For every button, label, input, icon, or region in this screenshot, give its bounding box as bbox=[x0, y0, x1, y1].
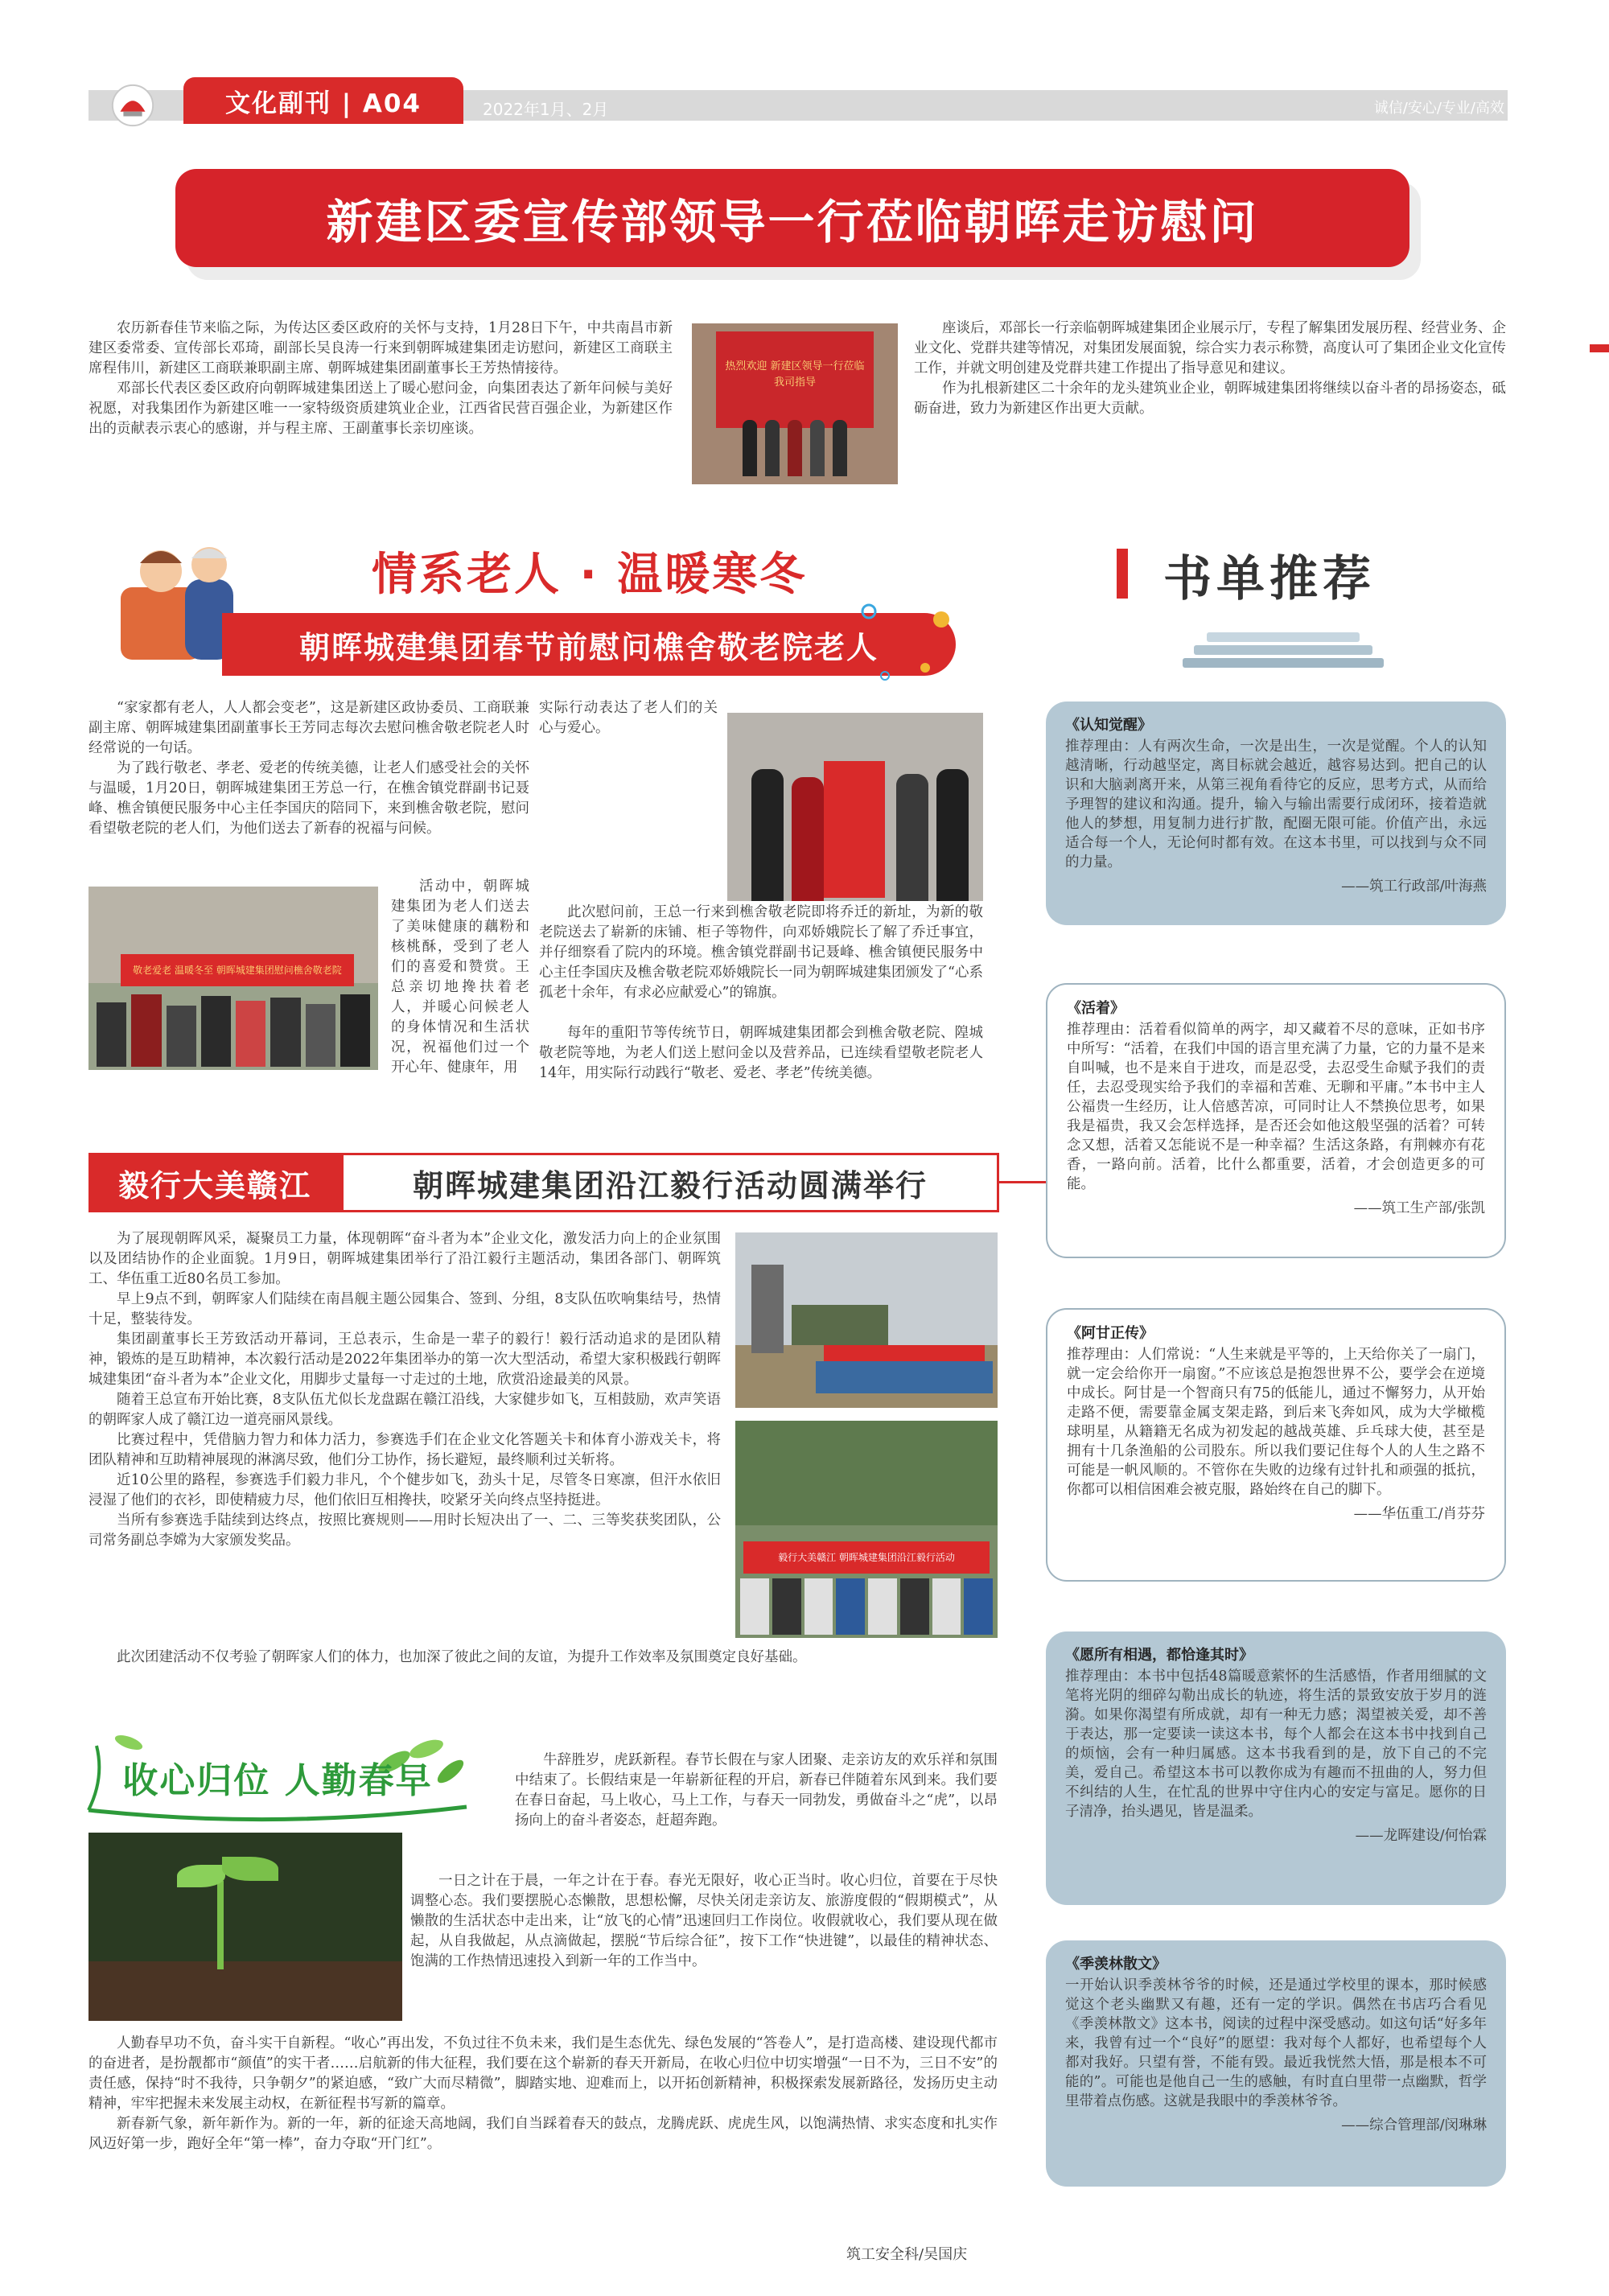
article3-tag: 毅行大美赣江 bbox=[88, 1153, 341, 1212]
article2-pennant-photo bbox=[727, 713, 983, 901]
photo-people bbox=[724, 420, 866, 476]
photo-people bbox=[97, 986, 370, 1067]
paragraph: 新春新气象，新年新作为。新的一年，新的征途天高地阔，我们自当踩着春天的鼓点，龙腾虎跃、虎虎生风，以饱满热情、求实态度和扎实作风迈好第一步，跑好全年“第一棒”，奋力夺取“开门红”。 bbox=[88, 2116, 998, 2152]
article2-col1-top bbox=[88, 698, 529, 839]
article2-col1-bottom: 活动中，朝晖城建集团为老人们送去了美味健康的藕粉和核桃酥，受到了老人们的喜爱和赞赏。王总亲切地搀扶着老人，并暖心问候老人的身体情况和生活状况，祝福他们过一个开心年、健康年，用 bbox=[391, 878, 529, 1076]
article4-title: 收心归位 人勤春早 bbox=[122, 1760, 433, 1801]
issue-date: 2022年1月、2月 bbox=[483, 100, 609, 119]
book-signature: ——筑工生产部/张凯 bbox=[1353, 1200, 1485, 1216]
header-slogan: 诚信/安心/专业/高效 bbox=[1373, 100, 1504, 117]
paragraph: 农历新春佳节来临之际，为传达区委区政府的关怀与支持，1月28日下午，中共南昌市新建区委常委、宣传部长邓琦，副部长吴良涛一行来到朝晖城建集团走访慰问，新建区工商联主席程伟川，新建区工商联兼职副主席、朝晖城建集团副董事长王芳热情接待。 bbox=[88, 320, 673, 376]
article2-subtitle: 朝晖城建集团春节前慰问樵舍敬老院老人 bbox=[222, 613, 956, 676]
article4-mid-text: 一日之计在于晨，一年之计在于春。春光无限好，收心正当时。收心归位，首要在于尽快调整心态。我们要摆脱心态懒散，思想松懈，尽快关闭走亲访友、旅游度假的“假期模式”，从懒散的生活状态中走出来，让“放飞的心情”迅速回归工作岗位。收假就收心，我们要从现在做起，从自我做起，从点滴做起，摆脱“节后综合征”，按下工作“快进键”，以最佳的精神状态、饱满的工作热情迅速投入到新一年的工作当中。 bbox=[410, 1873, 998, 1969]
article3-text bbox=[88, 1229, 721, 1551]
book-signature: ——龙晖建设/何怡霖 bbox=[1355, 1828, 1487, 1844]
section-tab: 文化副刊 | A04 bbox=[183, 77, 463, 124]
book-title: 《认知觉醒》 bbox=[1065, 717, 1152, 734]
article1-title: 新建区委宣传部领导一行莅临朝晖走访慰问 bbox=[175, 169, 1409, 267]
book-signature: ——筑工行政部/叶海燕 bbox=[1341, 878, 1487, 895]
article4-sprout-photo bbox=[88, 1833, 402, 2021]
book-card-2 bbox=[1046, 983, 1506, 1258]
article3-group-photo bbox=[735, 1421, 998, 1638]
photo-banner-text: 热烈欢迎 新建区领导一行莅临我司指导 bbox=[725, 360, 865, 389]
article3-closing: 此次团建活动不仅考验了朝晖家人们的体力，也加深了彼此之间的友谊，为提升工作效率及氛围奠定良好基础。 bbox=[117, 1649, 807, 1665]
edge-marker bbox=[1590, 344, 1609, 352]
paragraph: 座谈后，邓部长一行亲临朝晖城建集团企业展示厅，专程了解集团发展历程、经营业务、企业文化、党群共建等情况，对集团发展面貌，综合实力表示称赞，高度认可了集团企业文化宣传工作，并就文明创建及党群共建工作提出了指导意见和建议。 bbox=[914, 320, 1506, 376]
paragraph: 邓部长代表区委区政府向朝晖城建集团送上了暖心慰问金，向集团表达了新年问候与美好祝愿，对我集团作为新建区唯一一家特级资质建筑业企业，江西省民营百强企业，为新建区作出的贡献表示衷心的感谢，并与程主席、王副董事长亲切座谈。 bbox=[88, 381, 673, 437]
paragraph: 随着王总宣布开始比赛，8支队伍尤似长龙盘踞在赣江沿线，大家健步如飞，互相鼓励，欢声笑语的朝晖家人成了赣江边一道亮丽风景线。 bbox=[88, 1392, 721, 1428]
paragraph: 近10公里的路程，参赛选手们毅力非凡，个个健步如飞，劲头十足，尽管冬日寒凛，但汗水依旧浸湿了他们的衣衫，即使精疲力尽，他们依旧互相搀扶，咬紧牙关向终点坚持挺进。 bbox=[88, 1472, 721, 1508]
book-signature: ——华伍重工/肖芬芬 bbox=[1353, 1506, 1485, 1522]
book-reason: 一开始认识季羡林爷爷的时候，还是通过学校里的课本，那时候感觉这个老头幽默又有趣，还有一定的学识。偶然在书店巧合看见《季羡林散文》这本书，阅读的过程中深受感动。如这句话“好多年来，我曾有过一个“良好”的愿望：我对每个人都好，也希望每个人都对我好。只望有誉，不能有毁。最近我恍然大悟，那是根本不可能的”。可能也是他自己一生的感触，有时直白里带一点幽默，哲学里带着点伤感。这就是我眼中的季羡林爷爷。 bbox=[1065, 1977, 1487, 2109]
paragraph: 当所有参赛选手陆续到达终点，按照比赛规则——用时长短决出了一、二、三等奖获奖团队，公司常务副总李嫦为大家颁发奖品。 bbox=[88, 1512, 721, 1549]
article4-byline: 筑工安全科/吴国庆 bbox=[846, 2246, 968, 2263]
pennant bbox=[824, 761, 885, 898]
company-logo-icon bbox=[109, 82, 156, 129]
paragraph: 比赛过程中，凭借脑力智力和体力活力，参赛选手们在企业文化答题关卡和体育小游戏关卡，将团队精神和互助精神展现的淋漓尽致，他们分工协作，扬长避短，最终顺利过关斩将。 bbox=[88, 1432, 721, 1468]
article3-park-photo bbox=[735, 1232, 998, 1408]
paragraph: 早上9点不到，朝晖家人们陆续在南昌舰主题公园集合、签到、分组，8支队伍吹响集结号，热情十足，整装待发。 bbox=[88, 1291, 721, 1327]
article3-title: 朝晖城建集团沿江毅行活动圆满举行 bbox=[341, 1153, 999, 1212]
book-reason: 推荐理由：人有两次生命，一次是出生，一次是觉醒。个人的认知越清晰，行动越坚定，离目标就会越近，越容易达到。把自己的认识和大脑剥离开来，从第三视角看待它的反应，思考方式，从而给予理智的建议和沟通。提升，输入与输出需要行成闭环，接着造就他人的梦想，用复制力进行扩散，配圈无限可能。价值产出，永远适合每一个人，无论何时都有效。在这本书里，可以找到与众不同的力量。 bbox=[1065, 739, 1487, 870]
paragraph: 作为扎根新建区二十余年的龙头建筑业企业，朝晖城建集团将继续以奋斗者的昂扬姿态，砥砺奋进，致力为新建区作出更大贡献。 bbox=[914, 381, 1506, 417]
photo-banner-text: 毅行大美赣江 朝晖城建集团沿江毅行活动 bbox=[743, 1541, 990, 1574]
paragraph: 集团副董事长王芳致活动开幕词，王总表示，生命是一辈子的毅行！毅行活动追求的是团队精神，锻炼的是互助精神，本次毅行活动是2022年集团举办的第一次大型活动，希望大家积极践行朝晖城建集团“奋斗者为本”企业文化，用脚步丈量每一寸走过的土地，欣赏沿途最美的风景。 bbox=[88, 1331, 721, 1388]
book-card-5 bbox=[1046, 1940, 1506, 2187]
paragraph: 为了践行敬老、孝老、爱老的传统美德，让老人们感受社会的关怀与温暖，1月20日，朝晖城建集团王芳总一行，在樵舍镇党群副书记聂峰、樵舍镇便民服务中心主任李国庆的陪同下，来到樵舍敬老院，慰问看望敬老院的老人们，为他们送去了新春的祝福与问候。 bbox=[88, 760, 529, 837]
article4-top-text: 牛辞胜岁，虎跃新程。春节长假在与家人团聚、走亲访友的欢乐祥和氛围中结束了。长假结束是一年崭新征程的开启，新春已伴随着东风到来。我们要在春日奋起，马上收心，马上工作，与春天一同勃发，勇做奋斗之“虎”，以昂扬向上的奋斗者姿态，赶超奔跑。 bbox=[515, 1752, 998, 1829]
article2-title: 情系老人 · 温暖寒冬 bbox=[372, 549, 808, 601]
paragraph: 人勤春早功不负，奋斗实干自新程。“收心”再出发，不负过往不负未来，我们是生态优先、绿色发展的“答卷人”，是打造高楼、建设现代都市的奋进者，是扮靓都市“颜值”的实干者……启航新的伟大征程，我们要在这个崭新的春天开新局，在收心归位中切实增强“一日不为，三日不安”的责任感，保持“时不我待，只争朝夕”的紧迫感，“致广大而尽精微”，脚踏实地、迎难而上，以开拓创新精神，积极探索发展新路径，发扬历史主动精神，牢牢把握未来发展主动权，在新征程书写新的篇章。 bbox=[88, 2035, 998, 2112]
book-title: 《季羡林散文》 bbox=[1065, 1956, 1167, 1973]
book-card-4 bbox=[1046, 1631, 1506, 1905]
article4-text bbox=[88, 2034, 998, 2154]
book-heading: 书单推荐 bbox=[1163, 551, 1376, 607]
article1-right-text bbox=[914, 319, 1506, 419]
book-title: 《愿所有相遇，都恰逢其时》 bbox=[1065, 1647, 1253, 1664]
decoration-dots-icon bbox=[853, 595, 965, 692]
books-stack-icon bbox=[1183, 631, 1384, 671]
book-reason: 推荐理由：本书中包括48篇暖意萦怀的生活感悟，作者用细腻的文笔将光阴的细碎勾勒出成长的轨迹，将生活的景致安放于岁月的涟漪。如果你渴望有所成就，却有一种无力感；渴望被关爱，却不善于表达，那一定要读一读这本书，每个人都会在这本书中找到自己的烦恼，会有一种归属感。这本书我看到的是，放下自己的不完美，爱自己。希望这本书可以教你成为有趣而不扭曲的人，努力但不纠结的人生，在忙乱的世界中守住内心的安定与富足。愿你的日子清净，抬头遇见，皆是温柔。 bbox=[1065, 1669, 1487, 1820]
book-title: 《阿甘正传》 bbox=[1067, 1325, 1154, 1342]
paragraph: 为了展现朝晖风采，凝聚员工力量，体现朝晖“奋斗者为本”企业文化，激发活力向上的企业氛围以及团结协作的企业面貌。1月9日，朝晖城建集团举行了沿江毅行主题活动，集团各部门、朝晖筑工、华伍重工近80名员工参加。 bbox=[88, 1231, 721, 1287]
book-card-1 bbox=[1046, 702, 1506, 925]
paragraph: “家家都有老人，人人都会变老”，这是新建区政协委员、工商联兼副主席、朝晖城建集团副董事长王芳同志每次去慰问樵舍敬老院老人时经常说的一句话。 bbox=[88, 700, 529, 756]
article1-left-text bbox=[88, 319, 673, 439]
photo-people bbox=[740, 1578, 993, 1635]
photo-banner-text: 敬老爱老 温暖冬至 朝晖城建集团慰问樵舍敬老院 bbox=[121, 954, 354, 986]
article2-col2-top: 实际行动表达了老人们的关心与爱心。 bbox=[539, 700, 718, 736]
article2-group-photo bbox=[88, 887, 378, 1070]
article2-col2-middle: 此次慰问前，王总一行来到樵舍敬老院即将乔迁的新址，为新的敬老院送去了崭新的床铺、柜子等物件，向邓娇娥院长了解了乔迁事宜，并仔细察看了院内的环境。樵舍镇党群副书记聂峰、樵舍镇便民服务中心主任李国庆及樵舍敬老院邓娇娥院长一同为朝晖城建集团颁发了“心系孤老十余年，有求必应献爱心”的锦旗。 bbox=[539, 904, 983, 1001]
article2-col2-bottom: 每年的重阳节等传统节日，朝晖城建集团都会到樵舍敬老院、隍城敬老院等地，为老人们送上慰问金以及营养品，已连续看望敬老院老人14年，用实际行动践行“敬老、爱老、孝老”传统美德。 bbox=[539, 1025, 983, 1081]
book-title: 《活着》 bbox=[1067, 1000, 1125, 1017]
article1-photo bbox=[692, 323, 898, 484]
book-reason: 推荐理由：活着看似简单的两字，却又藏着不尽的意味，正如书序中所写：“活着，在我们中国的语言里充满了力量，它的力量不是来自叫喊，也不是来自于进攻，而是忍受，去忍受生命赋予我们的责任，去忍受现实给予我们的幸福和苦难、无聊和平庸。”本书中主人公福贵一生经历，让人倍感苦凉，可同时让人不禁换位思考，如果我是福贵，我又会怎样选择，是否还会如他这般坚强的活着？可转念又想，活着又怎能说不是一种幸福？生活这条路，有荆棘亦有花香，一路向前。活着，比什么都重要，活着，才会创造更多的可能。 bbox=[1067, 1022, 1485, 1192]
book-reason: 推荐理由：人们常说：“人生来就是平等的，上天给你关了一扇门，就一定会给你开一扇窗。”不应该总是抱怨世界不公，要学会在逆境中成长。阿甘是一个智商只有75的低能儿，通过不懈努力，从开始走路不便，需要靠金属支架走路，到后来飞奔如风，成为大学橄榄球明星，从籍籍无名成为初发起的越战英雄、乒乓球大使，甚至是拥有十几条渔船的公司股东。所以我们要记住每个人的人生之路不可能是一帆风顺的。不管你在失败的边缘有过针扎和顽强的抵抗，你都可以相信困难会被克服，路始终在自己的脚下。 bbox=[1067, 1347, 1485, 1498]
book-heading-bar bbox=[1117, 549, 1128, 599]
book-signature: ——综合管理部/闵琳琳 bbox=[1341, 2117, 1487, 2133]
title-rule bbox=[999, 1181, 1047, 1183]
book-card-3 bbox=[1046, 1308, 1506, 1582]
